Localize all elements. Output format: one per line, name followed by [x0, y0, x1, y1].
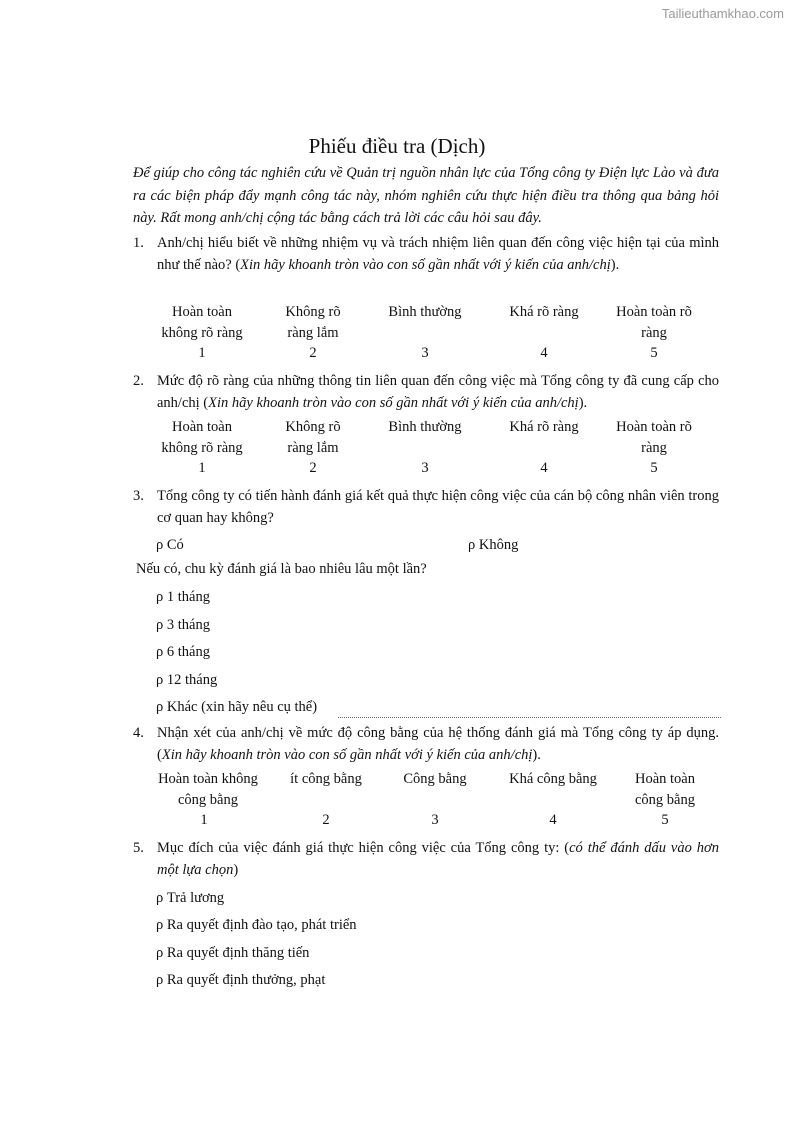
option-period[interactable]: ρ 12 tháng: [156, 672, 218, 688]
question-text: Tổng công ty có tiến hành đánh giá kết quả thực hiện công việc của cán bộ công nhân viên trong cơ quan hay không?: [157, 488, 719, 526]
option-purpose[interactable]: ρ Ra quyết định thưởng, phạt: [156, 972, 326, 988]
checkbox-icon: ρ: [156, 672, 164, 688]
question-number: 5.: [133, 840, 144, 856]
checkbox-icon: ρ: [156, 972, 164, 988]
fill-in-line[interactable]: [338, 717, 721, 718]
scale-label: Bình thường: [388, 304, 462, 320]
scale-number[interactable]: 2: [322, 812, 330, 828]
checkbox-icon: ρ: [156, 890, 164, 906]
option-yes[interactable]: ρ Có: [156, 537, 184, 553]
checkbox-icon: ρ: [156, 617, 164, 633]
checkbox-icon: ρ: [156, 644, 164, 660]
scale-label: Hoàn toàn rõ ràng: [616, 419, 692, 456]
scale-number[interactable]: 1: [198, 460, 206, 476]
question-number: 1.: [133, 235, 144, 251]
option-period[interactable]: ρ 1 tháng: [156, 589, 210, 605]
scale-number[interactable]: 4: [540, 345, 548, 361]
question-number: 2.: [133, 373, 144, 389]
option-purpose[interactable]: ρ Ra quyết định đào tạo, phát triển: [156, 917, 357, 933]
question-3: [133, 485, 719, 529]
option-period[interactable]: ρ 6 tháng: [156, 644, 210, 660]
scale-label: Khá công bằng: [509, 771, 597, 787]
followup-question: Nếu có, chu kỳ đánh giá là bao nhiêu lâu một lần?: [136, 561, 427, 577]
scale-label: ít công bằng: [290, 771, 362, 787]
scale-number[interactable]: 3: [421, 460, 429, 476]
scale-label: Khá rõ ràng: [509, 304, 579, 320]
option-purpose[interactable]: ρ Trả lương: [156, 890, 225, 906]
question-text: Mục đích của việc đánh giá thực hiện công việc của Tổng công ty: (có thể đánh dấu vào hơn một lựa chọn): [157, 840, 719, 878]
scale-number[interactable]: 1: [200, 812, 208, 828]
intro-paragraph: Để giúp cho công tác nghiên cứu về Quản trị nguồn nhân lực của Tổng công ty Điện lực Lào và đưa ra các biện pháp đẩy mạnh công tác này, nhóm nghiên cứu thực hiện điều tra thông qua bảng hỏi này. Rất mong anh/chị cộng tác bằng cách trả lời các câu hỏi sau đây.: [133, 165, 719, 226]
watermark: Tailieuthamkhao.com: [661, 6, 784, 21]
question-1: [133, 232, 719, 276]
page-title: Phiếu điều tra (Dịch): [308, 134, 486, 158]
scale-label: Khá rõ ràng: [509, 419, 579, 435]
checkbox-icon: ρ: [468, 537, 476, 553]
scale-label: Không rõ ràng lắm: [285, 304, 341, 341]
scale-label: Hoàn toàn công bằng: [635, 771, 695, 808]
scale-number[interactable]: 3: [431, 812, 439, 828]
rating-scale-q1: [0, 302, 794, 372]
checkbox-icon: ρ: [156, 589, 164, 605]
option-no[interactable]: ρ Không: [468, 537, 519, 553]
question-number: 4.: [133, 725, 144, 741]
checkbox-icon: ρ: [156, 537, 164, 553]
rating-scale-q2: [0, 417, 794, 487]
scale-number[interactable]: 5: [650, 460, 658, 476]
scale-number[interactable]: 2: [309, 460, 317, 476]
scale-label: Công bằng: [403, 771, 467, 787]
rating-scale-q4: [0, 769, 794, 839]
scale-label: Hoàn toàn không công bằng: [158, 771, 258, 808]
question-5: [133, 837, 719, 881]
scale-number[interactable]: 4: [540, 460, 548, 476]
checkbox-icon: ρ: [156, 945, 164, 961]
question-text: Anh/chị hiểu biết về những nhiệm vụ và trách nhiệm liên quan đến công việc hiện tại của mình như thế nào? (Xin hãy khoanh tròn vào con số gần nhất với ý kiến của anh/chị).: [157, 235, 719, 273]
scale-number[interactable]: 4: [549, 812, 557, 828]
question-number: 3.: [133, 488, 144, 504]
scale-label: Hoàn toàn không rõ ràng: [161, 304, 243, 341]
scale-number[interactable]: 1: [198, 345, 206, 361]
scale-number[interactable]: 2: [309, 345, 317, 361]
scale-label: Bình thường: [388, 419, 462, 435]
scale-label: Hoàn toàn không rõ ràng: [161, 419, 243, 456]
scale-label: Không rõ ràng lắm: [285, 419, 341, 456]
scale-number[interactable]: 5: [661, 812, 669, 828]
option-other[interactable]: ρ Khác (xin hãy nêu cụ thể): [156, 699, 318, 715]
question-text: Nhận xét của anh/chị về mức độ công bằng của hệ thống đánh giá mà Tổng công ty áp dụng. (Xin hãy khoanh tròn vào con số gần nhất với ý kiến của anh/chị).: [157, 725, 719, 763]
scale-number[interactable]: 5: [650, 345, 658, 361]
question-2: [133, 370, 719, 414]
question-4: [133, 722, 719, 766]
question-text: Mức độ rõ ràng của những thông tin liên quan đến công việc mà Tổng công ty đã cung cấp cho anh/chị (Xin hãy khoanh tròn vào con số gần nhất với ý kiến của anh/chị).: [157, 373, 719, 411]
option-period[interactable]: ρ 3 tháng: [156, 617, 210, 633]
checkbox-icon: ρ: [156, 917, 164, 933]
checkbox-icon: ρ: [156, 699, 164, 715]
scale-number[interactable]: 3: [421, 345, 429, 361]
option-purpose[interactable]: ρ Ra quyết định thăng tiến: [156, 945, 310, 961]
scale-label: Hoàn toàn rõ ràng: [616, 304, 692, 341]
